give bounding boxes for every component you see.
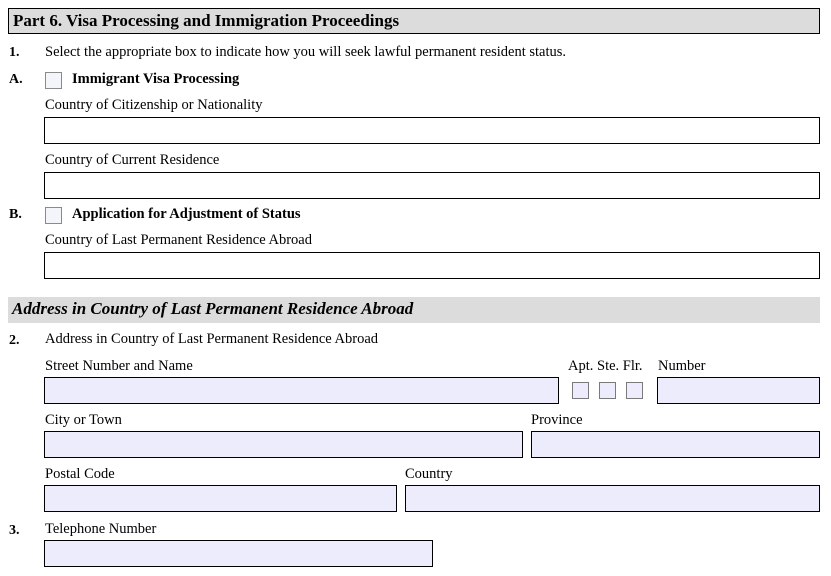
- address-section-header: [8, 297, 820, 323]
- ste-checkbox[interactable]: [599, 382, 616, 399]
- q1-number: 1.: [9, 45, 20, 60]
- number-input[interactable]: [658, 378, 819, 403]
- country-citizenship-field[interactable]: [44, 117, 820, 144]
- city-label: City or Town: [45, 412, 122, 428]
- q3-number: 3.: [9, 523, 20, 538]
- last-residence-label: Country of Last Permanent Residence Abroad: [45, 232, 312, 248]
- phone-input[interactable]: [45, 541, 432, 566]
- q1-text: Select the appropriate box to indicate how you will seek lawful permanent resident status.: [45, 44, 567, 60]
- last-residence-input[interactable]: [45, 253, 819, 278]
- province-field[interactable]: [531, 431, 820, 458]
- street-input[interactable]: [45, 378, 558, 403]
- apt-checkbox[interactable]: [572, 382, 589, 399]
- q2-number: 2.: [9, 333, 20, 348]
- part6-header: [8, 8, 820, 34]
- country-field[interactable]: [405, 485, 820, 512]
- number-field[interactable]: [657, 377, 820, 404]
- immigrant-visa-checkbox[interactable]: [45, 72, 62, 89]
- street-field[interactable]: [44, 377, 559, 404]
- country-residence-field[interactable]: [44, 172, 820, 199]
- province-input[interactable]: [532, 432, 819, 457]
- adjustment-status-label: Application for Adjustment of Status: [72, 206, 301, 222]
- province-label: Province: [531, 412, 583, 428]
- phone-label: Telephone Number: [45, 521, 157, 537]
- immigrant-visa-label: Immigrant Visa Processing: [72, 71, 240, 87]
- last-residence-field[interactable]: [44, 252, 820, 279]
- country-residence-input[interactable]: [45, 173, 819, 198]
- option-a-letter: A.: [9, 72, 23, 87]
- phone-field[interactable]: [44, 540, 433, 567]
- city-field[interactable]: [44, 431, 523, 458]
- country-label: Country: [405, 466, 453, 482]
- city-input[interactable]: [45, 432, 522, 457]
- postal-code-label: Postal Code: [45, 466, 115, 482]
- street-label: Street Number and Name: [45, 358, 193, 374]
- flr-checkbox[interactable]: [626, 382, 643, 399]
- country-input[interactable]: [406, 486, 819, 511]
- postal-code-field[interactable]: [44, 485, 397, 512]
- country-citizenship-input[interactable]: [45, 118, 819, 143]
- part6-title: Part 6. Visa Processing and Immigration Proceedings: [13, 11, 400, 30]
- address-section-title: Address in Country of Last Permanent Residence Abroad: [12, 299, 414, 318]
- country-citizenship-label: Country of Citizenship or Nationality: [45, 97, 263, 113]
- postal-code-input[interactable]: [45, 486, 396, 511]
- country-residence-label: Country of Current Residence: [45, 152, 220, 168]
- apt-ste-flr-label: Apt. Ste. Flr.: [568, 358, 643, 374]
- number-label: Number: [658, 358, 706, 374]
- option-b-letter: B.: [9, 207, 22, 222]
- adjustment-status-checkbox[interactable]: [45, 207, 62, 224]
- q2-text: Address in Country of Last Permanent Residence Abroad: [45, 331, 379, 347]
